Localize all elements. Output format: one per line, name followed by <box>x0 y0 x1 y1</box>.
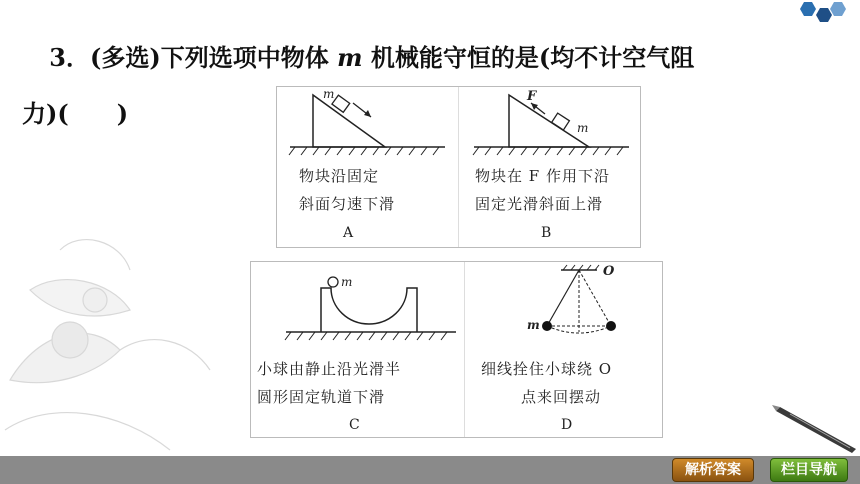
answer-analysis-button[interactable]: 解析答案 <box>672 458 754 482</box>
figure-b-force-label: F <box>527 89 537 104</box>
question-variable: m <box>337 43 363 72</box>
hexagon-logo-icon <box>796 0 846 26</box>
option-c-caption-1: 小球由静止沿光滑半 <box>257 360 402 378</box>
figure-c-mass-label: m <box>341 275 353 289</box>
options-ab-panel <box>276 86 641 248</box>
question-number: 3． <box>49 43 90 72</box>
pen-icon <box>770 405 860 455</box>
option-b-caption-2: 固定光滑斜面上滑 <box>475 195 604 213</box>
option-a-caption-2: 斜面匀速下滑 <box>299 195 396 213</box>
option-d-letter: D <box>561 417 573 433</box>
option-a-letter: A <box>343 225 354 241</box>
option-d-caption-1: 细线拴住小球绕 O <box>481 360 613 378</box>
option-d-caption-2: 点来回摆动 <box>521 388 602 406</box>
figure-d-pivot-label: O <box>603 264 615 279</box>
options-cd-panel <box>250 261 663 438</box>
figure-a-mass-label: m <box>323 87 335 101</box>
figure-d-mass-label: m <box>527 318 540 332</box>
figure-a-incline <box>285 89 455 159</box>
question-text-part1: (多选)下列选项中物体 <box>90 43 329 72</box>
figure-c-semicircle-track <box>281 276 461 346</box>
option-a-caption-1: 物块沿固定 <box>299 167 380 185</box>
option-c-letter: C <box>349 417 360 433</box>
question-text-part2: 机械能守恒的是(均不计空气阻 <box>370 43 695 72</box>
section-navigation-button[interactable]: 栏目导航 <box>770 458 848 482</box>
question-line-2: 力)( ) <box>22 99 129 128</box>
question-line-1 <box>22 30 842 86</box>
figure-b-mass-label: m <box>577 121 589 135</box>
flower-decoration <box>0 230 250 460</box>
figure-b-incline <box>469 89 639 159</box>
option-b-letter: B <box>541 225 552 241</box>
option-c-caption-2: 圆形固定轨道下滑 <box>257 388 386 406</box>
option-b-caption-1: 物块在 F 作用下沿 <box>475 167 610 185</box>
